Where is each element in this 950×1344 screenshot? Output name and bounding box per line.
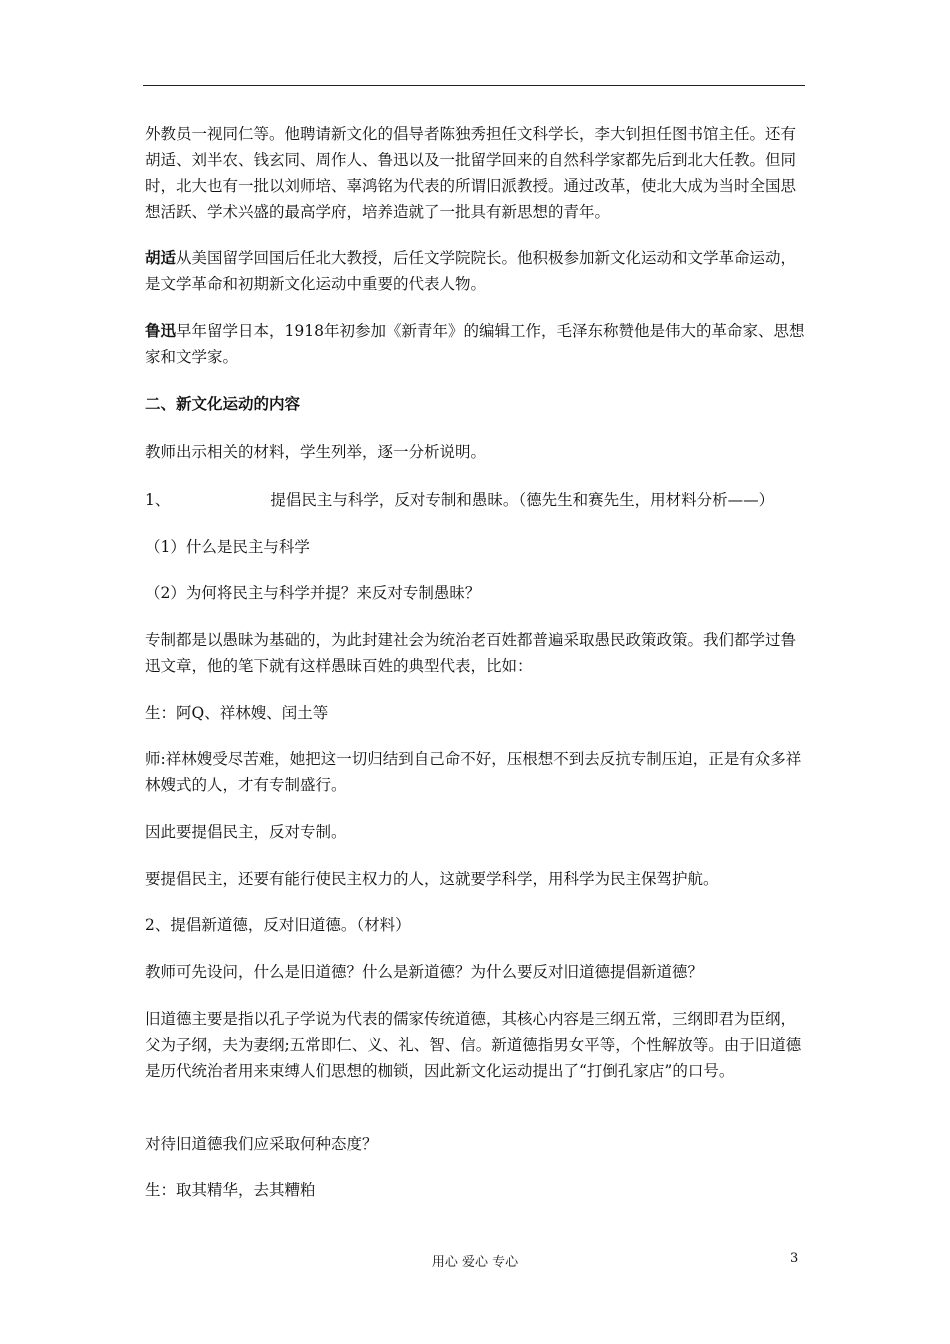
section-heading-content: 二、新文化运动的内容: [145, 394, 301, 413]
name-hu-shi: 胡适: [145, 248, 177, 267]
page-number: 3: [790, 1251, 799, 1266]
paragraph-teacher-comment: 师:祥林嫂受尽苦难，她把这一切归结到自己命不好，压根想不到去反抗专制压迫，正是有众多祥林嫂式的人，才有专制盛行。: [145, 750, 802, 794]
paragraph-peking-university-reform: 外教员一视同仁等。他聘请新文化的倡导者陈独秀担任文科学长，李大钊担任图书馆主任。还有胡适、刘半农、钱玄同、周作人、鲁迅以及一批留学回来的自然科学家都先后到北大任教。但同时，北大也有一批以刘师培、辜鸿铭为代表的所谓旧派教授。通过改革，使北大成为当时全国思想活跃、学术兴盛的最高学府，培养造就了一批具有新思想的青年。: [145, 125, 797, 221]
list-item-2: 2、提倡新道德，反对旧道德。（材料）: [145, 916, 411, 934]
paragraph-lu-xun-text: 早年留学日本，1918年初参加《新青年》的编辑工作，毛泽东称赞他是伟大的革命家、思想家和文学家。: [145, 322, 805, 366]
name-lu-xun: 鲁迅: [145, 321, 177, 340]
paragraph-student-answer-2: 生：取其精华，去其糟粕: [145, 1181, 316, 1199]
paragraph-teacher-question: 教师可先设问，什么是旧道德？什么是新道德？为什么要反对旧道德提倡新道德？: [145, 963, 704, 981]
paragraph-old-morality: 旧道德主要是指以孔子学说为代表的儒家传统道德，其核心内容是三纲五常，三纲即君为臣纲，父为子纲，夫为妻纲;五常即仁、义、礼、智、信。新道德指男女平等，个性解放等。由于旧道德是历代统治者用来束缚人们思想的枷锁，因此新文化运动提出了“打倒孔家店”的口号。: [145, 1010, 802, 1080]
list-item-1-number: 1、: [145, 491, 171, 509]
paragraph-autocracy: 专制都是以愚昧为基础的，为此封建社会为统治老百姓都普遍采取愚民政策政策。我们都学过鲁迅文章，他的笔下就有这样愚昧百姓的典型代表，比如：: [145, 631, 797, 675]
paragraph-lu-xun: [145, 318, 810, 370]
question-2: （2）为何将民主与科学并提？来反对专制愚昧？: [145, 584, 481, 602]
paragraph-hu-shi-text: 从美国留学回国后任北大教授，后任文学院院长。他积极参加新文化运动和文学革命运动，是文学革命和初期新文化运动中重要的代表人物。: [145, 249, 797, 293]
paragraph-promote-democracy: 因此要提倡民主，反对专制。: [145, 823, 347, 841]
header-rule: [143, 85, 805, 86]
paragraph-science: 要提倡民主，还要有能行使民主权力的人，这就要学科学，用科学为民主保驾护航。: [145, 870, 719, 888]
paragraph-attitude-question: 对待旧道德我们应采取何种态度？: [145, 1135, 378, 1153]
list-item-1-text: 提倡民主与科学，反对专制和愚昧。（德先生和赛先生，用材料分析——）: [270, 491, 775, 509]
list-item-1: [145, 487, 810, 513]
footer-text: 用心 爱心 专心: [431, 1255, 519, 1270]
paragraph-hu-shi: [145, 245, 810, 297]
paragraph-student-answer-1: 生：阿Q、祥林嫂、闰土等: [145, 704, 329, 722]
question-1: （1）什么是民主与科学: [145, 538, 310, 556]
paragraph-teacher-instruction: 教师出示相关的材料，学生列举，逐一分析说明。: [145, 443, 487, 461]
